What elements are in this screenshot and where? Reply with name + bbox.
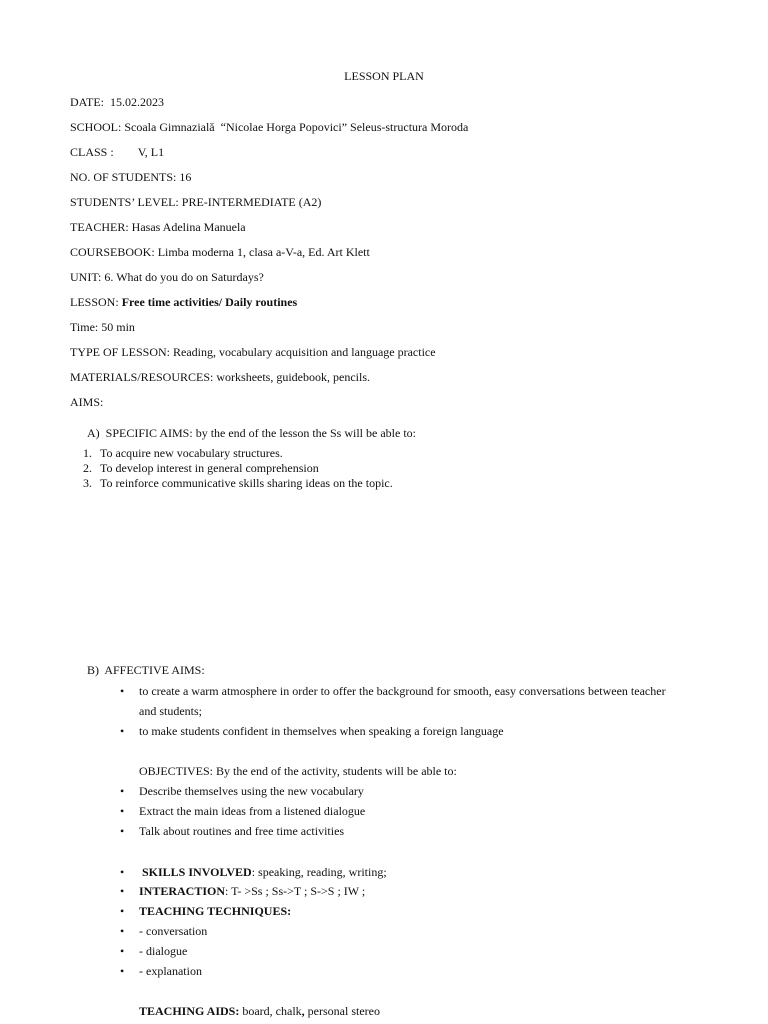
time-value: 50 min [101, 320, 135, 334]
bullet-icon: • [120, 964, 125, 978]
date-line [70, 95, 164, 109]
list-item: - dialogue [139, 944, 188, 958]
materials-label: MATERIALS/RESOURCES: [70, 370, 214, 384]
level-line [70, 195, 321, 209]
coursebook-label: COURSEBOOK: [70, 245, 155, 259]
teaching-aids-separator: , [301, 1004, 305, 1018]
objectives-heading: OBJECTIVES: By the end of the activity, students will be able to: [139, 764, 457, 778]
bullet-icon: • [120, 784, 125, 798]
teacher-line [70, 220, 246, 234]
time-line [70, 320, 135, 334]
unit-label: UNIT: [70, 270, 102, 284]
bullet-icon: • [120, 884, 125, 898]
bullet-icon: • [120, 865, 125, 879]
list-item: to create a warm atmosphere in order to offer the background for smooth, easy conversations between teacher and students; [139, 684, 666, 718]
aims-label: AIMS: [70, 395, 104, 409]
bullet-icon: • [120, 824, 125, 838]
interaction-value: : T- >Ss ; Ss->T ; S->S ; IW ; [225, 884, 366, 898]
lesson-label: LESSON: [70, 295, 119, 309]
type-label: TYPE OF LESSON: [70, 345, 171, 359]
teaching-aids-value-2: personal stereo [304, 1004, 380, 1018]
class-value: V, L1 [137, 145, 165, 159]
type-line [70, 345, 436, 359]
coursebook-line [70, 245, 370, 259]
list-item: To reinforce communicative skills sharing ideas on the topic. [100, 476, 393, 490]
interaction-label: INTERACTION [139, 884, 226, 898]
teacher-label: TEACHER: [70, 220, 129, 234]
level-value: PRE-INTERMEDIATE (A2) [181, 195, 322, 209]
school-line [70, 120, 468, 134]
students-line [70, 170, 191, 184]
coursebook-value: Limba moderna 1, clasa a-V-a, Ed. Art Klett [157, 245, 370, 259]
bullet-icon: • [120, 724, 125, 738]
lesson-value: Free time activities/ Daily routines [121, 295, 298, 309]
page-title: LESSON PLAN [344, 69, 424, 83]
bullet-icon: • [120, 804, 125, 818]
bullet-icon: • [120, 904, 125, 918]
skills-label: SKILLS INVOLVED [142, 865, 252, 879]
affective-aims-heading: B) AFFECTIVE AIMS: [87, 663, 205, 677]
bullet-icon: • [120, 944, 125, 958]
skills-line [142, 862, 682, 882]
lesson-line [70, 295, 297, 309]
list-item: Describe themselves using the new vocabulary [139, 784, 364, 798]
list-item: To develop interest in general comprehension [100, 461, 319, 475]
date-label: DATE: [70, 95, 104, 109]
students-value: 16 [179, 170, 192, 184]
techniques-label: TEACHING TECHNIQUES: [139, 904, 292, 918]
teaching-aids-value: board, chalk [242, 1004, 302, 1018]
school-value: Scoala Gimnazială “Nicolae Horga Popovici” Seleus-structura Moroda [124, 120, 469, 134]
teaching-aids-line [139, 1001, 679, 1021]
class-line [70, 145, 164, 159]
list-item: - explanation [139, 964, 202, 978]
techniques-heading [139, 901, 679, 921]
interaction-line [139, 881, 679, 901]
level-label: STUDENTS’ LEVEL: [70, 195, 179, 209]
materials-value: worksheets, guidebook, pencils. [216, 370, 370, 384]
specific-aims-heading: A) SPECIFIC AIMS: by the end of the lesson the Ss will be able to: [87, 426, 416, 440]
school-label: SCHOOL: [70, 120, 122, 134]
type-value: Reading, vocabulary acquisition and language practice [173, 345, 436, 359]
skills-value: : speaking, reading, writing; [251, 865, 387, 879]
time-label: Time: [70, 320, 99, 334]
list-item: to make students confident in themselves when speaking a foreign language [139, 724, 504, 738]
students-label: NO. OF STUDENTS: [70, 170, 177, 184]
list-item-number: 2. [83, 461, 92, 475]
list-item: Talk about routines and free time activities [139, 824, 345, 838]
bullet-icon: • [120, 684, 125, 698]
teacher-value: Hasas Adelina Manuela [131, 220, 246, 234]
bullet-icon: • [120, 924, 125, 938]
list-item-number: 1. [83, 446, 92, 460]
unit-value: 6. What do you do on Saturdays? [104, 270, 264, 284]
list-item: To acquire new vocabulary structures. [100, 446, 283, 460]
materials-line [70, 370, 370, 384]
list-item: - conversation [139, 924, 208, 938]
teaching-aids-label: TEACHING AIDS: [139, 1004, 240, 1018]
class-label: CLASS : [70, 145, 114, 159]
list-item-number: 3. [83, 476, 92, 490]
list-item: Extract the main ideas from a listened dialogue [139, 804, 366, 818]
unit-line [70, 270, 264, 284]
date-value: 15.02.2023 [110, 95, 164, 109]
